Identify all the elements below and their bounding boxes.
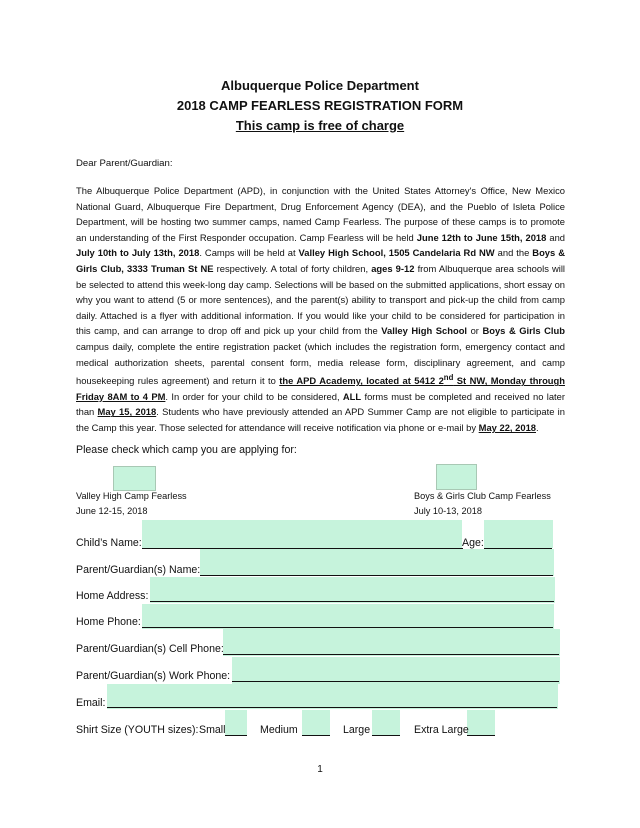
form-title: 2018 CAMP FEARLESS REGISTRATION FORM [176,98,464,113]
home-phone-input[interactable] [142,604,554,629]
shirt-large-label: Large [343,724,371,736]
salutation: Dear Parent/Guardian: [76,158,173,169]
shirt-large-line [372,735,400,736]
home-address-input[interactable] [150,577,555,603]
email-label: Email: [76,697,106,709]
boys-girls-camp-checkbox[interactable] [436,464,477,490]
valley-camp-name: Valley High Camp Fearless [76,491,187,501]
home-address-label: Home Address: [76,590,149,602]
email-input[interactable] [107,684,558,709]
guardian-name-line [200,575,553,576]
shirt-xlarge-label: Extra Large [414,724,469,736]
shirt-medium-label: Medium [260,724,298,736]
work-phone-input[interactable] [232,657,560,684]
valley-camp-dates: June 12-15, 2018 [76,506,148,516]
age-input[interactable] [484,520,553,548]
shirt-xlarge-input[interactable] [467,710,495,735]
age-label: Age: [462,537,484,549]
shirt-medium-input[interactable] [302,710,330,735]
shirt-size-label: Shirt Size (YOUTH sizes): [76,724,199,736]
email-line [107,707,557,708]
home-phone-label: Home Phone: [76,616,141,628]
shirt-medium-line [302,735,330,736]
shirt-small-label: Small [199,724,226,736]
shirt-small-input[interactable] [225,710,247,735]
shirt-small-line [225,735,247,736]
home-address-line [150,601,554,602]
letter-body: The Albuquerque Police Department (APD), in conjunction with the United States Attorney's Office, New Mexico National Guard, Albuquerque Fire Department, Drug Enforcement Agency (DEA), and the Pueblo of Isleta Police Department, will be hosting two summer camps, named Camp Fearless. The purpose of these camps is to promote an understanding of the First Responder occupation. Camp Fearless will be held June 12th to June 15th, 2018 and July 10th to July 13th, 2018. Camps will be held at Valley High School, 1505 Candelaria Rd NW and the Boys & Girls Club, 3333 Truman St NE respectively. A total of forty children, ages 9-12 from Albuquerque area schools will be selected to attend this week-long day camp. Selections will be based on the submitted applications, short essay on why you want to attend (5 or more sentences), and the parent(s) ability to transport and pick-up the child from camp daily. Attached is a flyer with additional information. If you would like your child to be considered for participation in this camp, and can arrange to drop off and pick up your child from the Valley High School or Boys & Girls Club campus daily, complete the entire registration packet (which includes the registration form, emergency contact and medical authorization sheets, parental consent form, media release form, disciplinary agreement, and camp housekeeping rules agreement) and return it to the APD Academy, located at 5412 2nd St NW, Monday through Friday 8AM to 4 PM. In order for your child to be considered, ALL forms must be completed and received no later than May 15, 2018. Students who have previously attended an APD Summer Camp are not eligible to participate in the Camp this year. Those selected for attendance will receive notification via phone or e-mail by May 22, 2018. [76,185,566,434]
guardian-name-label: Parent/Guardian(s) Name: [76,564,201,576]
valley-camp-checkbox[interactable] [113,466,156,491]
child-name-input[interactable] [142,520,462,548]
guardian-name-input[interactable] [200,549,554,576]
cell-phone-label: Parent/Guardian(s) Cell Phone: [76,643,224,655]
org-title: Albuquerque Police Department [221,78,419,93]
child-name-label: Child’s Name: [76,537,142,549]
cell-phone-input[interactable] [223,629,560,656]
boys-girls-camp-dates: July 10-13, 2018 [414,506,482,516]
boys-girls-camp-name: Boys & Girls Club Camp Fearless [414,491,551,501]
home-phone-line [142,627,553,628]
work-phone-label: Parent/Guardian(s) Work Phone: [76,670,231,682]
camp-choice-prompt: Please check which camp you are applying for: [76,444,297,456]
free-note: This camp is free of charge [235,118,405,133]
shirt-large-input[interactable] [372,710,400,735]
cell-phone-line [223,654,559,655]
work-phone-line [232,681,559,682]
shirt-xlarge-line [467,735,495,736]
page-number: 1 [317,764,323,775]
